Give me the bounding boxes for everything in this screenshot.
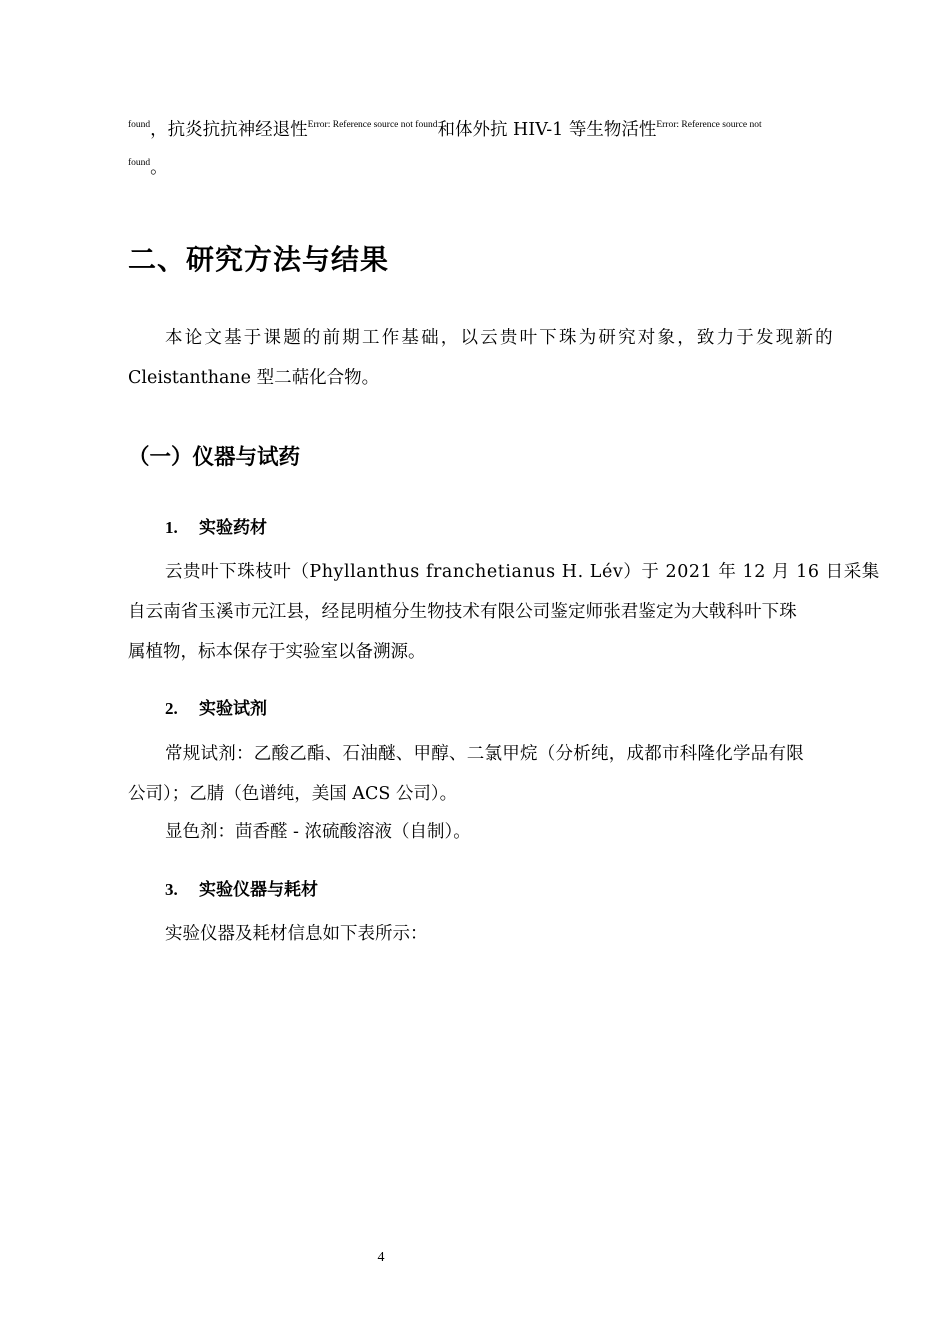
item-number: 3.: [165, 880, 178, 899]
item-heading-1: [165, 513, 267, 538]
item-heading-2: [165, 694, 267, 719]
ref-fragment: found: [128, 158, 151, 168]
paragraph-text: 实验仪器及耗材信息如下表所示：: [165, 924, 428, 944]
page-number: 4: [377, 1250, 385, 1265]
paragraph-text: 常规试剂：乙酸乙酯、石油醚、甲醇、二氯甲烷（分析纯，成都市科隆化学品有限: [165, 744, 804, 764]
ref-fragment: found: [128, 120, 151, 130]
section-para-line-1: [165, 324, 858, 349]
item-3-line-1: [165, 920, 858, 945]
intro-text: 和体外抗 HIV-1 等生物活性: [437, 120, 657, 140]
ref-error: Error: Reference source not found: [307, 120, 438, 130]
item-2-line-1: [165, 740, 858, 765]
item-number: 2.: [165, 699, 178, 718]
paragraph-text: 显色剂：茴香醛 - 浓硫酸溶液（自制）。: [165, 822, 471, 842]
item-2-line-3: [165, 818, 858, 843]
intro-line-1: [128, 116, 858, 141]
paragraph-text: Cleistanthane 型二萜化合物。: [128, 368, 380, 388]
subsection-heading: （一）仪器与试药: [128, 445, 301, 470]
paragraph-text: 公司）；乙腈（色谱纯，美国 ACS 公司）。: [128, 784, 458, 804]
item-2-line-2: [128, 780, 858, 805]
item-1-line-3: [128, 638, 858, 663]
paragraph-text: 属植物，标本保存于实验室以备溯源。: [128, 642, 426, 662]
section-heading: 二、研究方法与结果: [128, 243, 390, 276]
intro-text: 。: [150, 158, 168, 178]
section-para-line-2: [128, 364, 858, 389]
intro-line-2: [128, 154, 858, 179]
item-number: 1.: [165, 518, 178, 537]
item-1-line-2: [128, 598, 858, 623]
item-title: 实验仪器与耗材: [199, 880, 318, 900]
paragraph-text: 云贵叶下珠枝叶（Phyllanthus franchetianus H. Lév）于 2021 年 12 月 16 日采集: [165, 562, 880, 582]
item-heading-3: [165, 875, 318, 900]
item-title: 实验药材: [199, 518, 267, 538]
paragraph-text: 自云南省玉溪市元江县，经昆明植分生物技术有限公司鉴定师张君鉴定为大戟科叶下珠: [128, 602, 797, 622]
intro-text: ，抗炎抗抗神经退性: [150, 120, 308, 140]
item-title: 实验试剂: [199, 699, 267, 719]
item-1-line-1: [165, 558, 880, 583]
paragraph-text: 本论文基于课题的前期工作基础，以云贵叶下珠为研究对象，致力于发现新的: [165, 328, 835, 348]
ref-error: Error: Reference source not: [656, 120, 762, 130]
